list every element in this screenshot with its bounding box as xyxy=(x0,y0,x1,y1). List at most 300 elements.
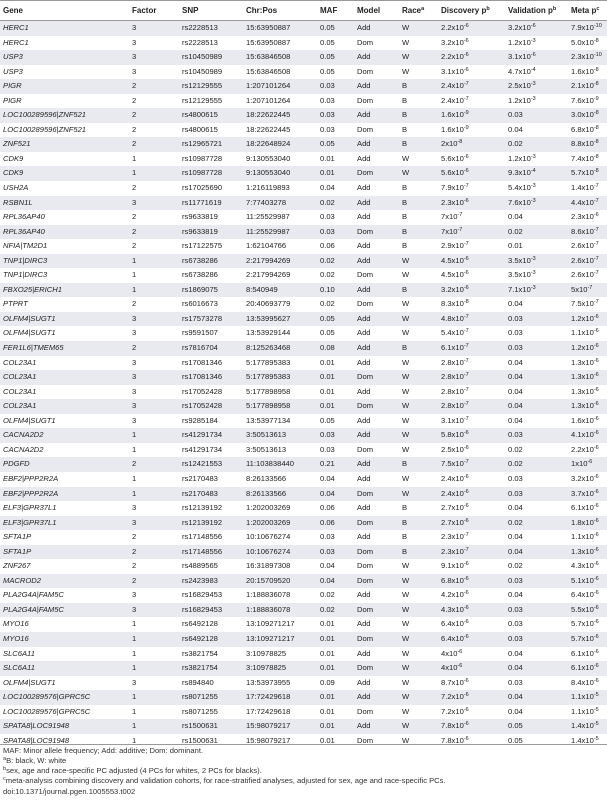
cell-maf: 0.05 xyxy=(317,36,354,51)
cell-discovery-p: $3.1x10^{-6}$ xyxy=(438,65,505,80)
cell-snp: rs17081346 xyxy=(179,356,243,371)
table-row xyxy=(0,36,607,51)
cell-validation-p: 0.03 xyxy=(505,574,568,589)
cell-maf: 0.06 xyxy=(317,516,354,531)
cell-chrpos: 7:77403278 xyxy=(243,196,317,211)
cell-chrpos: 1:188836078 xyxy=(243,588,317,603)
cell-race: W xyxy=(399,661,438,676)
cell-race: B xyxy=(399,94,438,109)
cell-snp: rs2170483 xyxy=(179,472,243,487)
cell-gene: ELF3|GPR37L1 xyxy=(0,501,129,516)
cell-validation-p: 0.04 xyxy=(505,385,568,400)
cell-race: W xyxy=(399,472,438,487)
cell-factor: 3 xyxy=(129,370,179,385)
cell-snp: rs12421553 xyxy=(179,457,243,472)
cell-snp: rs11771619 xyxy=(179,196,243,211)
cell-chrpos: 5:177895383 xyxy=(243,370,317,385)
cell-meta-p: $4.3x10^{-6}$ xyxy=(568,559,607,574)
table-row xyxy=(0,516,607,531)
cell-validation-p: 0.03 xyxy=(505,341,568,356)
cell-discovery-p: $2.9x10^{-7}$ xyxy=(438,239,505,254)
cell-discovery-p: $4.3x10^{-6}$ xyxy=(438,603,505,618)
cell-model: Dom xyxy=(354,559,399,574)
cell-validation-p: $9.3x10^{-4}$ xyxy=(505,166,568,181)
cell-snp: rs2228513 xyxy=(179,36,243,51)
cell-gene: SPATA8|LOC91948 xyxy=(0,719,129,734)
cell-race: B xyxy=(399,196,438,211)
cell-discovery-p: $1.6x10^{-9}$ xyxy=(438,123,505,138)
cell-model: Add xyxy=(354,617,399,632)
cell-maf: 0.03 xyxy=(317,545,354,560)
cell-model: Dom xyxy=(354,268,399,283)
cell-chrpos: 1:207101264 xyxy=(243,94,317,109)
table-row xyxy=(0,196,607,211)
cell-factor: 2 xyxy=(129,79,179,94)
cell-meta-p: $1.4x10^{-7}$ xyxy=(568,181,607,196)
cell-snp: rs41291734 xyxy=(179,443,243,458)
cell-maf: 0.02 xyxy=(317,268,354,283)
cell-factor: 3 xyxy=(129,414,179,429)
table-row xyxy=(0,123,607,138)
table-row xyxy=(0,65,607,80)
cell-maf: 0.01 xyxy=(317,690,354,705)
cell-factor: 1 xyxy=(129,632,179,647)
footnote-c: $^c$meta-analysis combining discovery and validation cohorts, for race-stratified analyses, adjusted for sex, age and race-specific PCs. xyxy=(3,776,446,785)
cell-race: B xyxy=(399,181,438,196)
cell-maf: 0.05 xyxy=(317,414,354,429)
cell-factor: 2 xyxy=(129,574,179,589)
cell-chrpos: 13:53995627 xyxy=(243,312,317,327)
cell-meta-p: $5x10^{-7}$ xyxy=(568,283,607,298)
cell-chrpos: 15:63846508 xyxy=(243,50,317,65)
cell-chrpos: 1:207101264 xyxy=(243,79,317,94)
cell-discovery-p: $2.8x10^{-7}$ xyxy=(438,385,505,400)
cell-gene: OLFM4|SUGT1 xyxy=(0,312,129,327)
cell-race: W xyxy=(399,617,438,632)
cell-model: Add xyxy=(354,181,399,196)
cell-maf: 0.01 xyxy=(317,152,354,167)
cell-maf: 0.01 xyxy=(317,734,354,749)
cell-factor: 3 xyxy=(129,501,179,516)
cell-factor: 3 xyxy=(129,326,179,341)
cell-race: B xyxy=(399,530,438,545)
cell-meta-p: $5.0x10^{-8}$ xyxy=(568,36,607,51)
cell-gene: RSBN1L xyxy=(0,196,129,211)
cell-chrpos: 16:31897308 xyxy=(243,559,317,574)
cell-model: Add xyxy=(354,356,399,371)
cell-factor: 1 xyxy=(129,661,179,676)
cell-maf: 0.09 xyxy=(317,676,354,691)
cell-snp: rs17052428 xyxy=(179,399,243,414)
cell-race: B xyxy=(399,516,438,531)
cell-model: Add xyxy=(354,210,399,225)
cell-race: B xyxy=(399,457,438,472)
cell-discovery-p: $5.4x10^{-7}$ xyxy=(438,326,505,341)
cell-chrpos: 20:15709520 xyxy=(243,574,317,589)
cell-validation-p: $7.1x10^{-3}$ xyxy=(505,283,568,298)
table-bottom-rule xyxy=(0,744,607,745)
cell-gene: RPL36AP40 xyxy=(0,210,129,225)
cell-gene: HERC1 xyxy=(0,21,129,36)
cell-meta-p: $3.0x10^{-8}$ xyxy=(568,108,607,123)
cell-model: Dom xyxy=(354,36,399,51)
cell-meta-p: $5.1x10^{-6}$ xyxy=(568,574,607,589)
cell-maf: 0.03 xyxy=(317,94,354,109)
cell-factor: 3 xyxy=(129,676,179,691)
cell-chrpos: 18:22622445 xyxy=(243,108,317,123)
cell-gene: LOC100289576|GPRC5C xyxy=(0,705,129,720)
cell-race: W xyxy=(399,326,438,341)
header-gene: Gene xyxy=(0,1,129,21)
cell-validation-p: 0.04 xyxy=(505,297,568,312)
cell-race: W xyxy=(399,647,438,662)
cell-model: Dom xyxy=(354,574,399,589)
cell-gene: TNP1|DIRC3 xyxy=(0,254,129,269)
cell-meta-p: $4.1x10^{-6}$ xyxy=(568,428,607,443)
cell-model: Add xyxy=(354,588,399,603)
cell-meta-p: $7.5x10^{-7}$ xyxy=(568,297,607,312)
header-factor: Factor xyxy=(129,1,179,21)
cell-factor: 2 xyxy=(129,297,179,312)
table-row xyxy=(0,152,607,167)
cell-model: Dom xyxy=(354,545,399,560)
cell-snp: rs12129555 xyxy=(179,79,243,94)
cell-model: Add xyxy=(354,501,399,516)
cell-snp: rs6492128 xyxy=(179,617,243,632)
cell-snp: rs10450989 xyxy=(179,50,243,65)
cell-maf: 0.10 xyxy=(317,283,354,298)
cell-snp: rs7816704 xyxy=(179,341,243,356)
cell-chrpos: 10:10676274 xyxy=(243,530,317,545)
cell-race: W xyxy=(399,152,438,167)
cell-chrpos: 15:98079217 xyxy=(243,734,317,749)
cell-factor: 3 xyxy=(129,312,179,327)
table-row xyxy=(0,501,607,516)
cell-meta-p: $1.6x10^{-8}$ xyxy=(568,65,607,80)
cell-race: W xyxy=(399,312,438,327)
cell-gene: CACNA2D2 xyxy=(0,443,129,458)
cell-gene: COL23A1 xyxy=(0,356,129,371)
cell-meta-p: $1.3x10^{-6}$ xyxy=(568,385,607,400)
cell-factor: 1 xyxy=(129,268,179,283)
cell-factor: 3 xyxy=(129,399,179,414)
cell-maf: 0.01 xyxy=(317,705,354,720)
cell-factor: 3 xyxy=(129,50,179,65)
cell-snp: rs1869075 xyxy=(179,283,243,298)
cell-chrpos: 3:10978825 xyxy=(243,647,317,662)
header-validation-p: Validation $p^b$ xyxy=(505,1,568,21)
cell-gene: COL23A1 xyxy=(0,399,129,414)
cell-maf: 0.02 xyxy=(317,297,354,312)
cell-chrpos: 1:202003269 xyxy=(243,516,317,531)
cell-chrpos: 13:109271217 xyxy=(243,617,317,632)
cell-gene: SFTA1P xyxy=(0,545,129,560)
cell-race: W xyxy=(399,632,438,647)
cell-maf: 0.01 xyxy=(317,719,354,734)
cell-factor: 1 xyxy=(129,690,179,705)
cell-model: Dom xyxy=(354,443,399,458)
cell-discovery-p: $2.2x10^{-6}$ xyxy=(438,50,505,65)
table-row xyxy=(0,326,607,341)
cell-gene: MYO16 xyxy=(0,617,129,632)
cell-chrpos: 3:50513613 xyxy=(243,428,317,443)
footnote-b: $^b$sex, age and race-specific PC adjusted (4 PCs for whites, 2 PCs for blacks). xyxy=(3,766,262,775)
cell-factor: 2 xyxy=(129,225,179,240)
table-row xyxy=(0,50,607,65)
cell-gene: PIGR xyxy=(0,94,129,109)
cell-validation-p: $4.7x10^{-4}$ xyxy=(505,65,568,80)
cell-snp: rs3821754 xyxy=(179,661,243,676)
cell-model: Add xyxy=(354,79,399,94)
table-row xyxy=(0,385,607,400)
cell-chrpos: 8:125263468 xyxy=(243,341,317,356)
cell-maf: 0.04 xyxy=(317,472,354,487)
cell-factor: 1 xyxy=(129,283,179,298)
cell-race: W xyxy=(399,719,438,734)
cell-maf: 0.05 xyxy=(317,326,354,341)
cell-model: Add xyxy=(354,239,399,254)
cell-model: Add xyxy=(354,457,399,472)
cell-snp: rs12965721 xyxy=(179,137,243,152)
cell-factor: 3 xyxy=(129,603,179,618)
cell-maf: 0.01 xyxy=(317,385,354,400)
cell-snp: rs6492128 xyxy=(179,632,243,647)
cell-factor: 2 xyxy=(129,457,179,472)
cell-validation-p: 0.03 xyxy=(505,428,568,443)
cell-model: Add xyxy=(354,326,399,341)
cell-validation-p: 0.03 xyxy=(505,326,568,341)
cell-discovery-p: $3.2x10^{-6}$ xyxy=(438,283,505,298)
cell-meta-p: $2.3x10^{-10}$ xyxy=(568,50,607,65)
cell-gene: OLFM4|SUGT1 xyxy=(0,326,129,341)
cell-discovery-p: $7.9x10^{-7}$ xyxy=(438,181,505,196)
cell-race: W xyxy=(399,36,438,51)
cell-race: W xyxy=(399,356,438,371)
table-row xyxy=(0,225,607,240)
cell-snp: rs17573278 xyxy=(179,312,243,327)
cell-validation-p: 0.04 xyxy=(505,370,568,385)
cell-meta-p: $8.8x10^{-8}$ xyxy=(568,137,607,152)
cell-validation-p: 0.04 xyxy=(505,399,568,414)
cell-snp: rs10987728 xyxy=(179,166,243,181)
cell-race: W xyxy=(399,21,438,36)
cell-gene: SLC6A11 xyxy=(0,647,129,662)
cell-meta-p: $1.8x10^{-6}$ xyxy=(568,516,607,531)
cell-maf: 0.03 xyxy=(317,530,354,545)
cell-gene: RPL36AP40 xyxy=(0,225,129,240)
cell-factor: 3 xyxy=(129,516,179,531)
cell-race: B xyxy=(399,137,438,152)
cell-gene: MYO16 xyxy=(0,632,129,647)
cell-chrpos: 17:72429618 xyxy=(243,690,317,705)
cell-validation-p: 0.03 xyxy=(505,676,568,691)
cell-model: Add xyxy=(354,283,399,298)
cell-model: Add xyxy=(354,152,399,167)
cell-maf: 0.03 xyxy=(317,443,354,458)
cell-discovery-p: $8.7x10^{-6}$ xyxy=(438,676,505,691)
table-row xyxy=(0,617,607,632)
cell-chrpos: 1:188836078 xyxy=(243,603,317,618)
cell-race: W xyxy=(399,574,438,589)
cell-discovery-p: $4.8x10^{-7}$ xyxy=(438,312,505,327)
cell-chrpos: 15:63950887 xyxy=(243,21,317,36)
table-body xyxy=(0,21,607,749)
cell-gene: SLC6A11 xyxy=(0,661,129,676)
cell-validation-p: 0.04 xyxy=(505,210,568,225)
cell-discovery-p: $7.5x10^{-7}$ xyxy=(438,457,505,472)
cell-model: Add xyxy=(354,428,399,443)
cell-chrpos: 1:216119893 xyxy=(243,181,317,196)
cell-snp: rs9285184 xyxy=(179,414,243,429)
table-row xyxy=(0,588,607,603)
cell-maf: 0.05 xyxy=(317,50,354,65)
cell-discovery-p: $2.3x10^{-6}$ xyxy=(438,196,505,211)
cell-race: W xyxy=(399,297,438,312)
cell-maf: 0.05 xyxy=(317,65,354,80)
cell-factor: 3 xyxy=(129,196,179,211)
cell-discovery-p: $2.4x10^{-6}$ xyxy=(438,472,505,487)
cell-gene: USP3 xyxy=(0,65,129,80)
cell-validation-p: $1.2x10^{-3}$ xyxy=(505,94,568,109)
cell-model: Add xyxy=(354,472,399,487)
cell-maf: 0.01 xyxy=(317,647,354,662)
cell-race: B xyxy=(399,341,438,356)
table-header xyxy=(0,1,607,21)
table-row xyxy=(0,559,607,574)
cell-validation-p: 0.04 xyxy=(505,414,568,429)
cell-race: B xyxy=(399,210,438,225)
cell-model: Dom xyxy=(354,661,399,676)
cell-factor: 3 xyxy=(129,356,179,371)
cell-race: W xyxy=(399,734,438,749)
cell-chrpos: 2:217994269 xyxy=(243,254,317,269)
cell-discovery-p: $6.4x10^{-6}$ xyxy=(438,617,505,632)
cell-meta-p: $1.3x10^{-6}$ xyxy=(568,545,607,560)
cell-factor: 1 xyxy=(129,166,179,181)
cell-race: W xyxy=(399,676,438,691)
table-row xyxy=(0,632,607,647)
cell-maf: 0.05 xyxy=(317,312,354,327)
cell-model: Dom xyxy=(354,516,399,531)
cell-snp: rs10450989 xyxy=(179,65,243,80)
cell-maf: 0.03 xyxy=(317,225,354,240)
cell-chrpos: 2:217994269 xyxy=(243,268,317,283)
cell-race: W xyxy=(399,559,438,574)
table-row xyxy=(0,312,607,327)
table-row xyxy=(0,137,607,152)
cell-model: Dom xyxy=(354,705,399,720)
cell-meta-p: $5.7x10^{-6}$ xyxy=(568,632,607,647)
cell-maf: 0.02 xyxy=(317,588,354,603)
cell-snp: rs3821754 xyxy=(179,647,243,662)
table-row xyxy=(0,210,607,225)
cell-snp: rs10987728 xyxy=(179,152,243,167)
cell-factor: 2 xyxy=(129,108,179,123)
cell-validation-p: 0.03 xyxy=(505,108,568,123)
cell-discovery-p: $4.5x10^{-6}$ xyxy=(438,254,505,269)
cell-factor: 2 xyxy=(129,545,179,560)
table-row xyxy=(0,472,607,487)
cell-factor: 2 xyxy=(129,181,179,196)
cell-gene: PTPRT xyxy=(0,297,129,312)
cell-gene: LOC100289576|GPRC5C xyxy=(0,690,129,705)
cell-chrpos: 9:130553040 xyxy=(243,152,317,167)
cell-model: Dom xyxy=(354,399,399,414)
cell-chrpos: 11:25529987 xyxy=(243,210,317,225)
cell-chrpos: 20:40693779 xyxy=(243,297,317,312)
table-row xyxy=(0,574,607,589)
table-row xyxy=(0,443,607,458)
cell-model: Dom xyxy=(354,225,399,240)
cell-model: Dom xyxy=(354,734,399,749)
table-row xyxy=(0,661,607,676)
cell-discovery-p: $7.2x10^{-6}$ xyxy=(438,705,505,720)
table-row xyxy=(0,676,607,691)
table-row xyxy=(0,268,607,283)
cell-maf: 0.03 xyxy=(317,428,354,443)
cell-model: Add xyxy=(354,530,399,545)
cell-snp: rs6738286 xyxy=(179,254,243,269)
cell-factor: 2 xyxy=(129,94,179,109)
cell-meta-p: $1.3x10^{-6}$ xyxy=(568,370,607,385)
cell-snp: rs17148556 xyxy=(179,545,243,560)
cell-race: W xyxy=(399,588,438,603)
cell-maf: 0.03 xyxy=(317,79,354,94)
cell-discovery-p: $7.2x10^{-6}$ xyxy=(438,690,505,705)
cell-snp: rs17148556 xyxy=(179,530,243,545)
cell-validation-p: 0.05 xyxy=(505,734,568,749)
cell-model: Add xyxy=(354,676,399,691)
cell-gene: EBF2|PPP2R2A xyxy=(0,472,129,487)
cell-race: B xyxy=(399,108,438,123)
cell-chrpos: 18:22622445 xyxy=(243,123,317,138)
cell-maf: 0.02 xyxy=(317,196,354,211)
doi: doi:10.1371/journal.pgen.1005553.t002 xyxy=(3,787,136,796)
cell-meta-p: $2.3x10^{-6}$ xyxy=(568,210,607,225)
cell-snp: rs17122575 xyxy=(179,239,243,254)
cell-maf: 0.04 xyxy=(317,487,354,502)
cell-gene: ZNF521 xyxy=(0,137,129,152)
cell-discovery-p: $4x10^{-6}$ xyxy=(438,647,505,662)
cell-race: W xyxy=(399,690,438,705)
cell-discovery-p: $2.3x10^{-7}$ xyxy=(438,530,505,545)
cell-validation-p: 0.04 xyxy=(505,530,568,545)
cell-maf: 0.04 xyxy=(317,559,354,574)
cell-maf: 0.01 xyxy=(317,661,354,676)
cell-snp: rs1500631 xyxy=(179,734,243,749)
cell-meta-p: $1.4x10^{-5}$ xyxy=(568,719,607,734)
cell-snp: rs9633819 xyxy=(179,210,243,225)
cell-factor: 3 xyxy=(129,36,179,51)
header-maf: MAF xyxy=(317,1,354,21)
cell-race: B xyxy=(399,501,438,516)
cell-meta-p: $6.1x10^{-6}$ xyxy=(568,647,607,662)
cell-meta-p: $2.6x10^{-7}$ xyxy=(568,239,607,254)
cell-race: B xyxy=(399,225,438,240)
cell-meta-p: $1x10^{-6}$ xyxy=(568,457,607,472)
cell-factor: 2 xyxy=(129,530,179,545)
cell-gene: TNP1|DIRC3 xyxy=(0,268,129,283)
cell-validation-p: 0.04 xyxy=(505,545,568,560)
cell-maf: 0.02 xyxy=(317,603,354,618)
cell-meta-p: $2.1x10^{-8}$ xyxy=(568,79,607,94)
table-row xyxy=(0,414,607,429)
cell-maf: 0.06 xyxy=(317,239,354,254)
cell-chrpos: 5:177895383 xyxy=(243,356,317,371)
cell-model: Add xyxy=(354,50,399,65)
cell-model: Add xyxy=(354,341,399,356)
cell-chrpos: 5:177898958 xyxy=(243,399,317,414)
